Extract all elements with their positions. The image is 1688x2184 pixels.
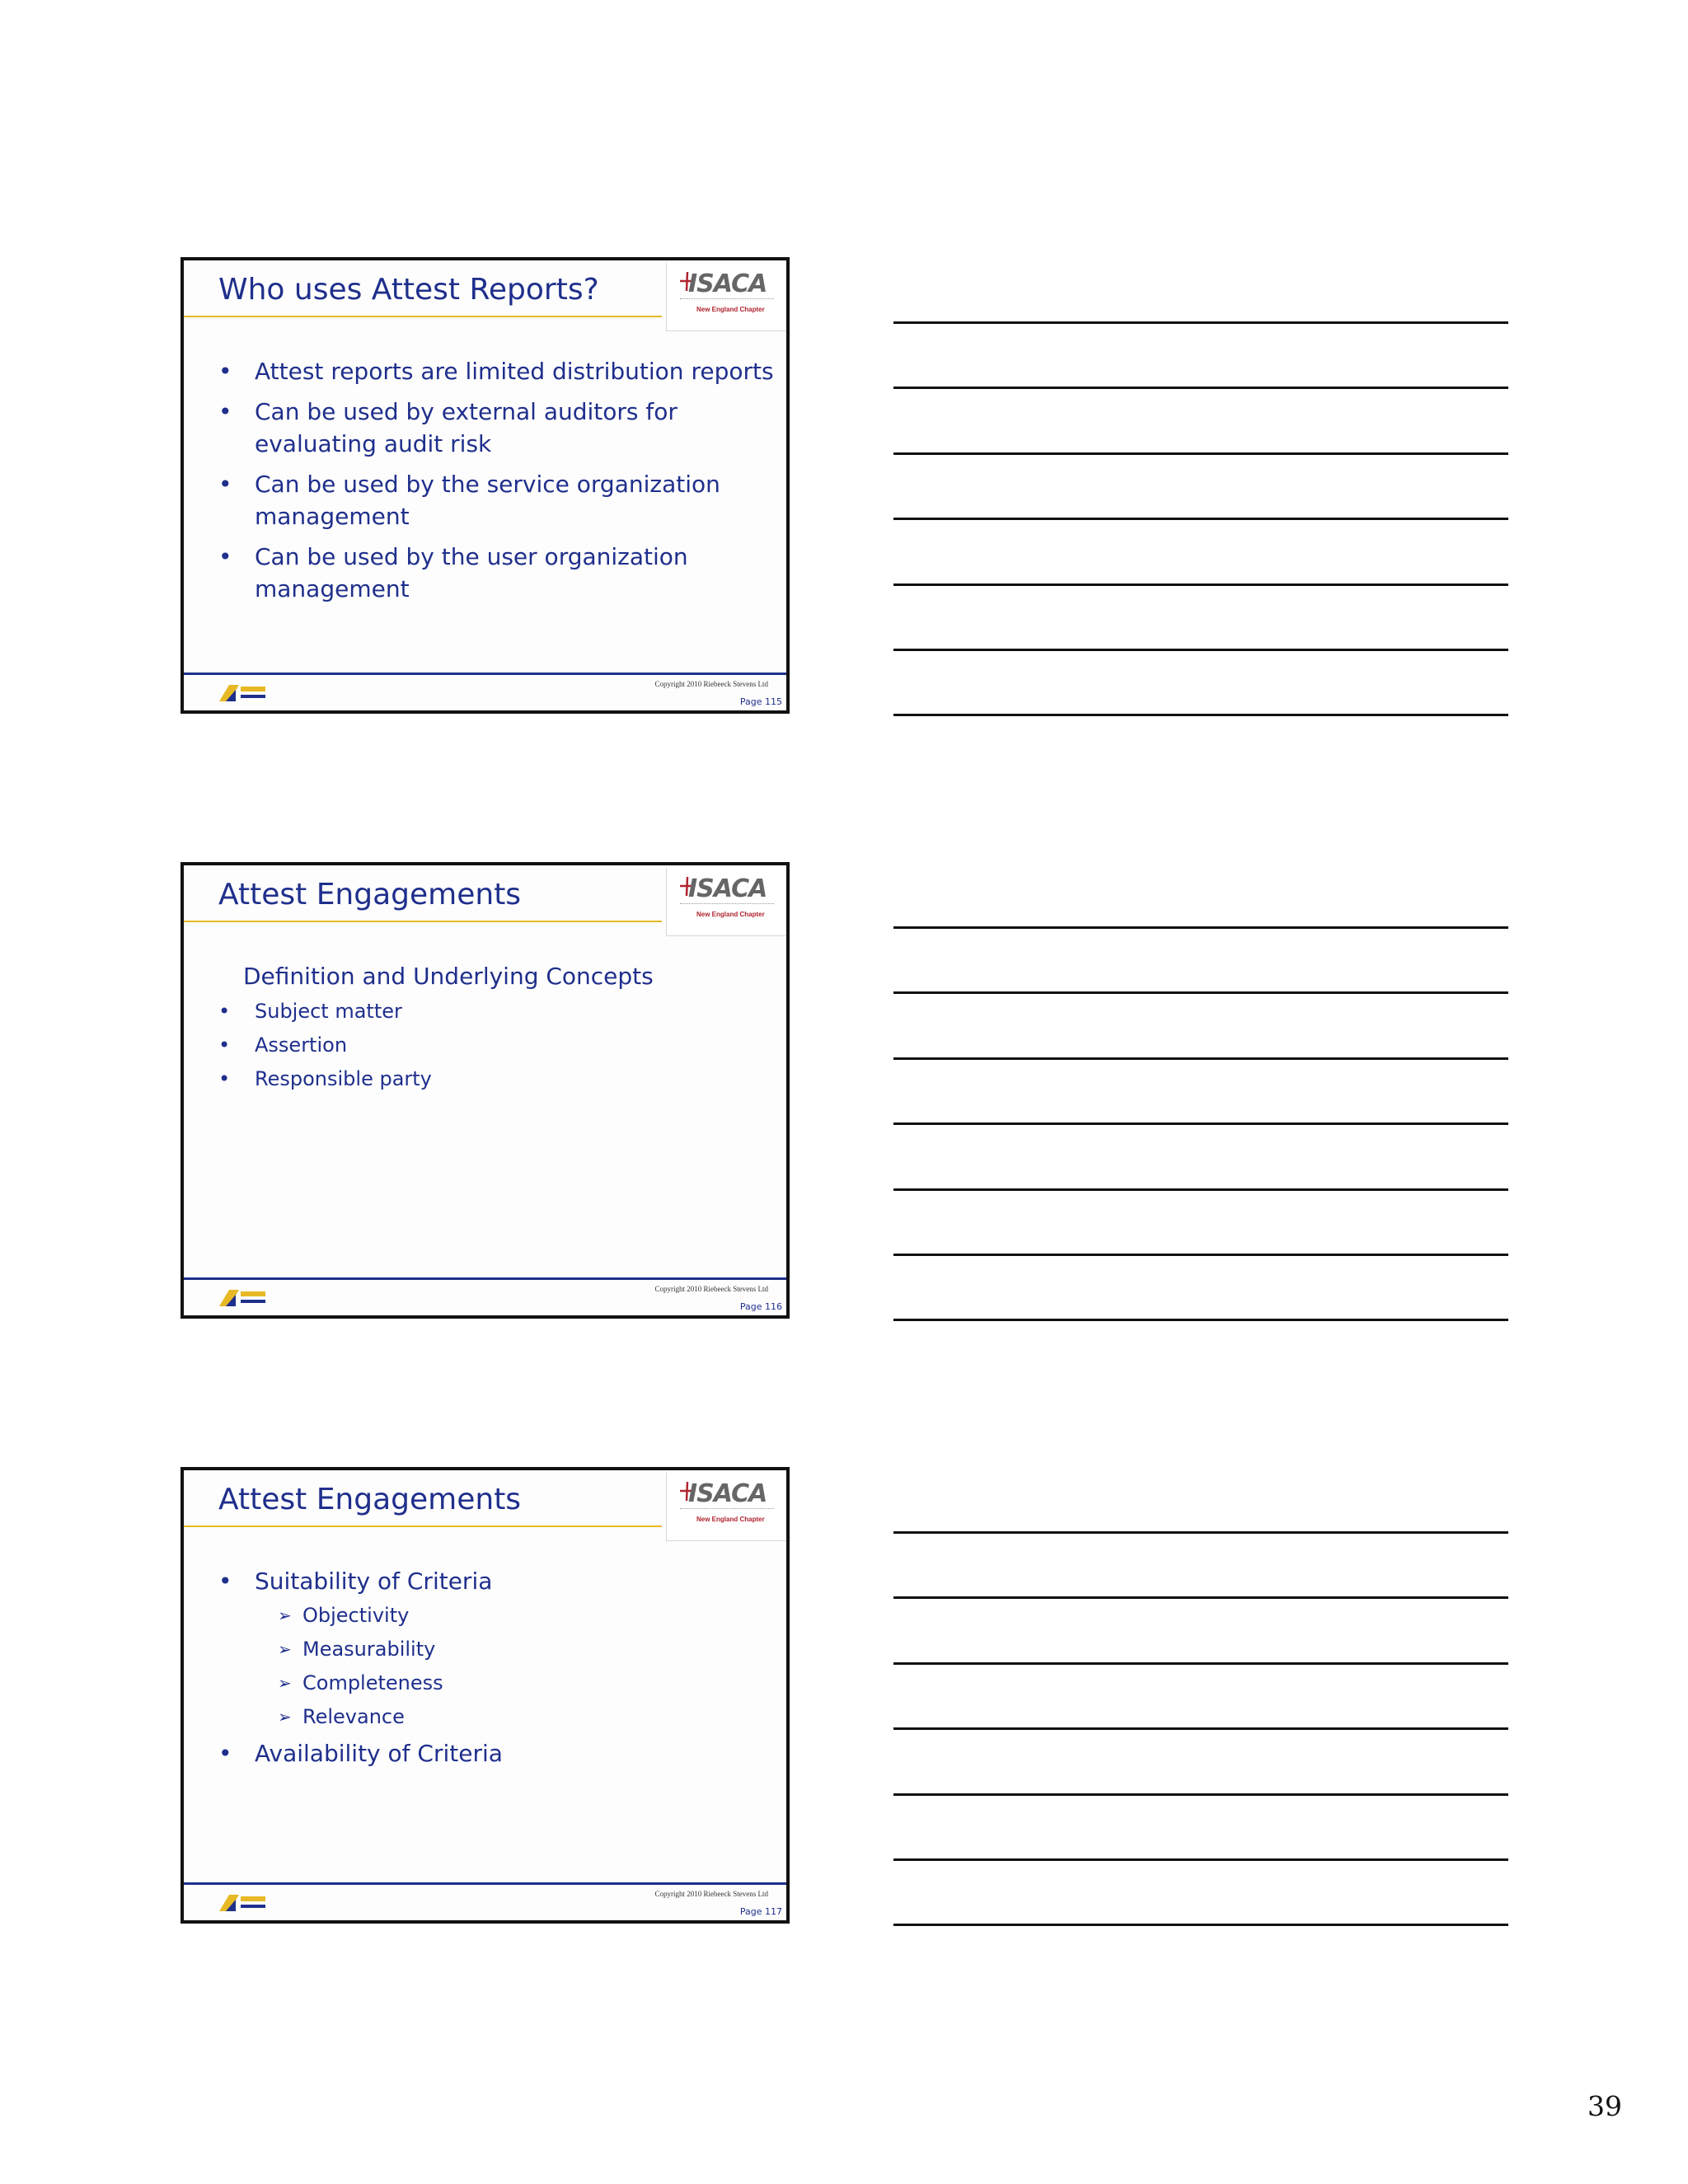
note-line [893, 1254, 1508, 1256]
list-item: • Responsible party [218, 1062, 778, 1096]
copyright: Copyright 2010 Riebeeck Stevens Ltd [654, 1285, 768, 1293]
note-line [893, 452, 1508, 455]
list-item: • Assertion [218, 1029, 778, 1062]
slide-page-label: Page 117 [739, 1906, 782, 1917]
slide-117 [181, 1467, 790, 1924]
sub-list-item: ➢ Objectivity [278, 1599, 778, 1633]
isaca-logo [666, 868, 786, 936]
sub-list-item: ➢ Measurability [278, 1633, 778, 1666]
title-rule [184, 1526, 662, 1527]
footer-rule [184, 673, 786, 675]
footer-rule [184, 1882, 786, 1885]
note-line [893, 991, 1508, 994]
logo-tagline-rule [680, 1508, 774, 1511]
slide-115 [181, 257, 790, 714]
sub-bullet-list [278, 1599, 778, 1734]
logo-text: ISACA [688, 269, 767, 298]
note-line [893, 518, 1508, 520]
logo-text: ISACA [688, 874, 767, 903]
logo-tagline-rule [680, 298, 774, 302]
logo-tagline-rule [680, 903, 774, 907]
slide-title: Attest Engagements [218, 1483, 522, 1516]
bullet-list [218, 995, 778, 1096]
logo-chapter: New England Chapter [696, 911, 765, 918]
slide-title: Who uses Attest Reports? [218, 273, 599, 307]
logo-chapter: New England Chapter [696, 1516, 765, 1523]
isaca-logo [666, 263, 786, 331]
note-line [893, 1662, 1508, 1665]
slide-page-label: Page 115 [739, 696, 782, 707]
page-number: 39 [1587, 2090, 1622, 2122]
list-item: • Can be used by the service organization management [218, 468, 778, 532]
note-line [893, 1057, 1508, 1060]
note-line [893, 1122, 1508, 1125]
copyright: Copyright 2010 Riebeeck Stevens Ltd [654, 680, 768, 688]
bullet-list [218, 1737, 778, 1769]
slide-subheading: Definition and Underlying Concepts [243, 963, 654, 990]
slide-content [218, 355, 778, 613]
list-item: • Subject matter [218, 995, 778, 1029]
list-item: • Suitability of Criteria [218, 1565, 778, 1597]
slide-content [218, 1565, 778, 1778]
title-rule [184, 921, 662, 922]
list-item: • Can be used by the user organization management [218, 541, 778, 605]
slide-content [218, 960, 778, 1096]
note-line [893, 649, 1508, 651]
list-item: • Attest reports are limited distribution reports [218, 355, 778, 387]
slide-116 [181, 862, 790, 1319]
note-line [893, 583, 1508, 586]
logo-chapter: New England Chapter [696, 306, 765, 313]
note-line [893, 926, 1508, 929]
isaca-logo [666, 1473, 786, 1541]
note-line [893, 714, 1508, 716]
sub-list-item: ➢ Completeness [278, 1666, 778, 1700]
note-line [893, 1727, 1508, 1730]
riebeeck-stevens-logo-icon [218, 682, 270, 705]
footer-rule [184, 1277, 786, 1280]
bullet-list [218, 1565, 778, 1597]
logo-text: ISACA [688, 1479, 767, 1508]
riebeeck-stevens-logo-icon [218, 1891, 270, 1915]
note-line [893, 321, 1508, 324]
note-line [893, 1793, 1508, 1796]
note-line [893, 387, 1508, 389]
sub-list-item: ➢ Relevance [278, 1700, 778, 1734]
title-rule [184, 316, 662, 317]
list-item: • Can be used by external auditors for evaluating audit risk [218, 396, 778, 460]
list-item: • Availability of Criteria [218, 1737, 778, 1769]
note-line [893, 1531, 1508, 1534]
slide-page-label: Page 116 [739, 1301, 782, 1312]
note-line [893, 1858, 1508, 1861]
riebeeck-stevens-logo-icon [218, 1286, 270, 1310]
slide-title: Attest Engagements [218, 878, 522, 912]
note-line [893, 1596, 1508, 1599]
bullet-list [218, 355, 778, 605]
note-line [893, 1319, 1508, 1321]
copyright: Copyright 2010 Riebeeck Stevens Ltd [654, 1890, 768, 1898]
note-line [893, 1188, 1508, 1191]
note-line [893, 1924, 1508, 1926]
